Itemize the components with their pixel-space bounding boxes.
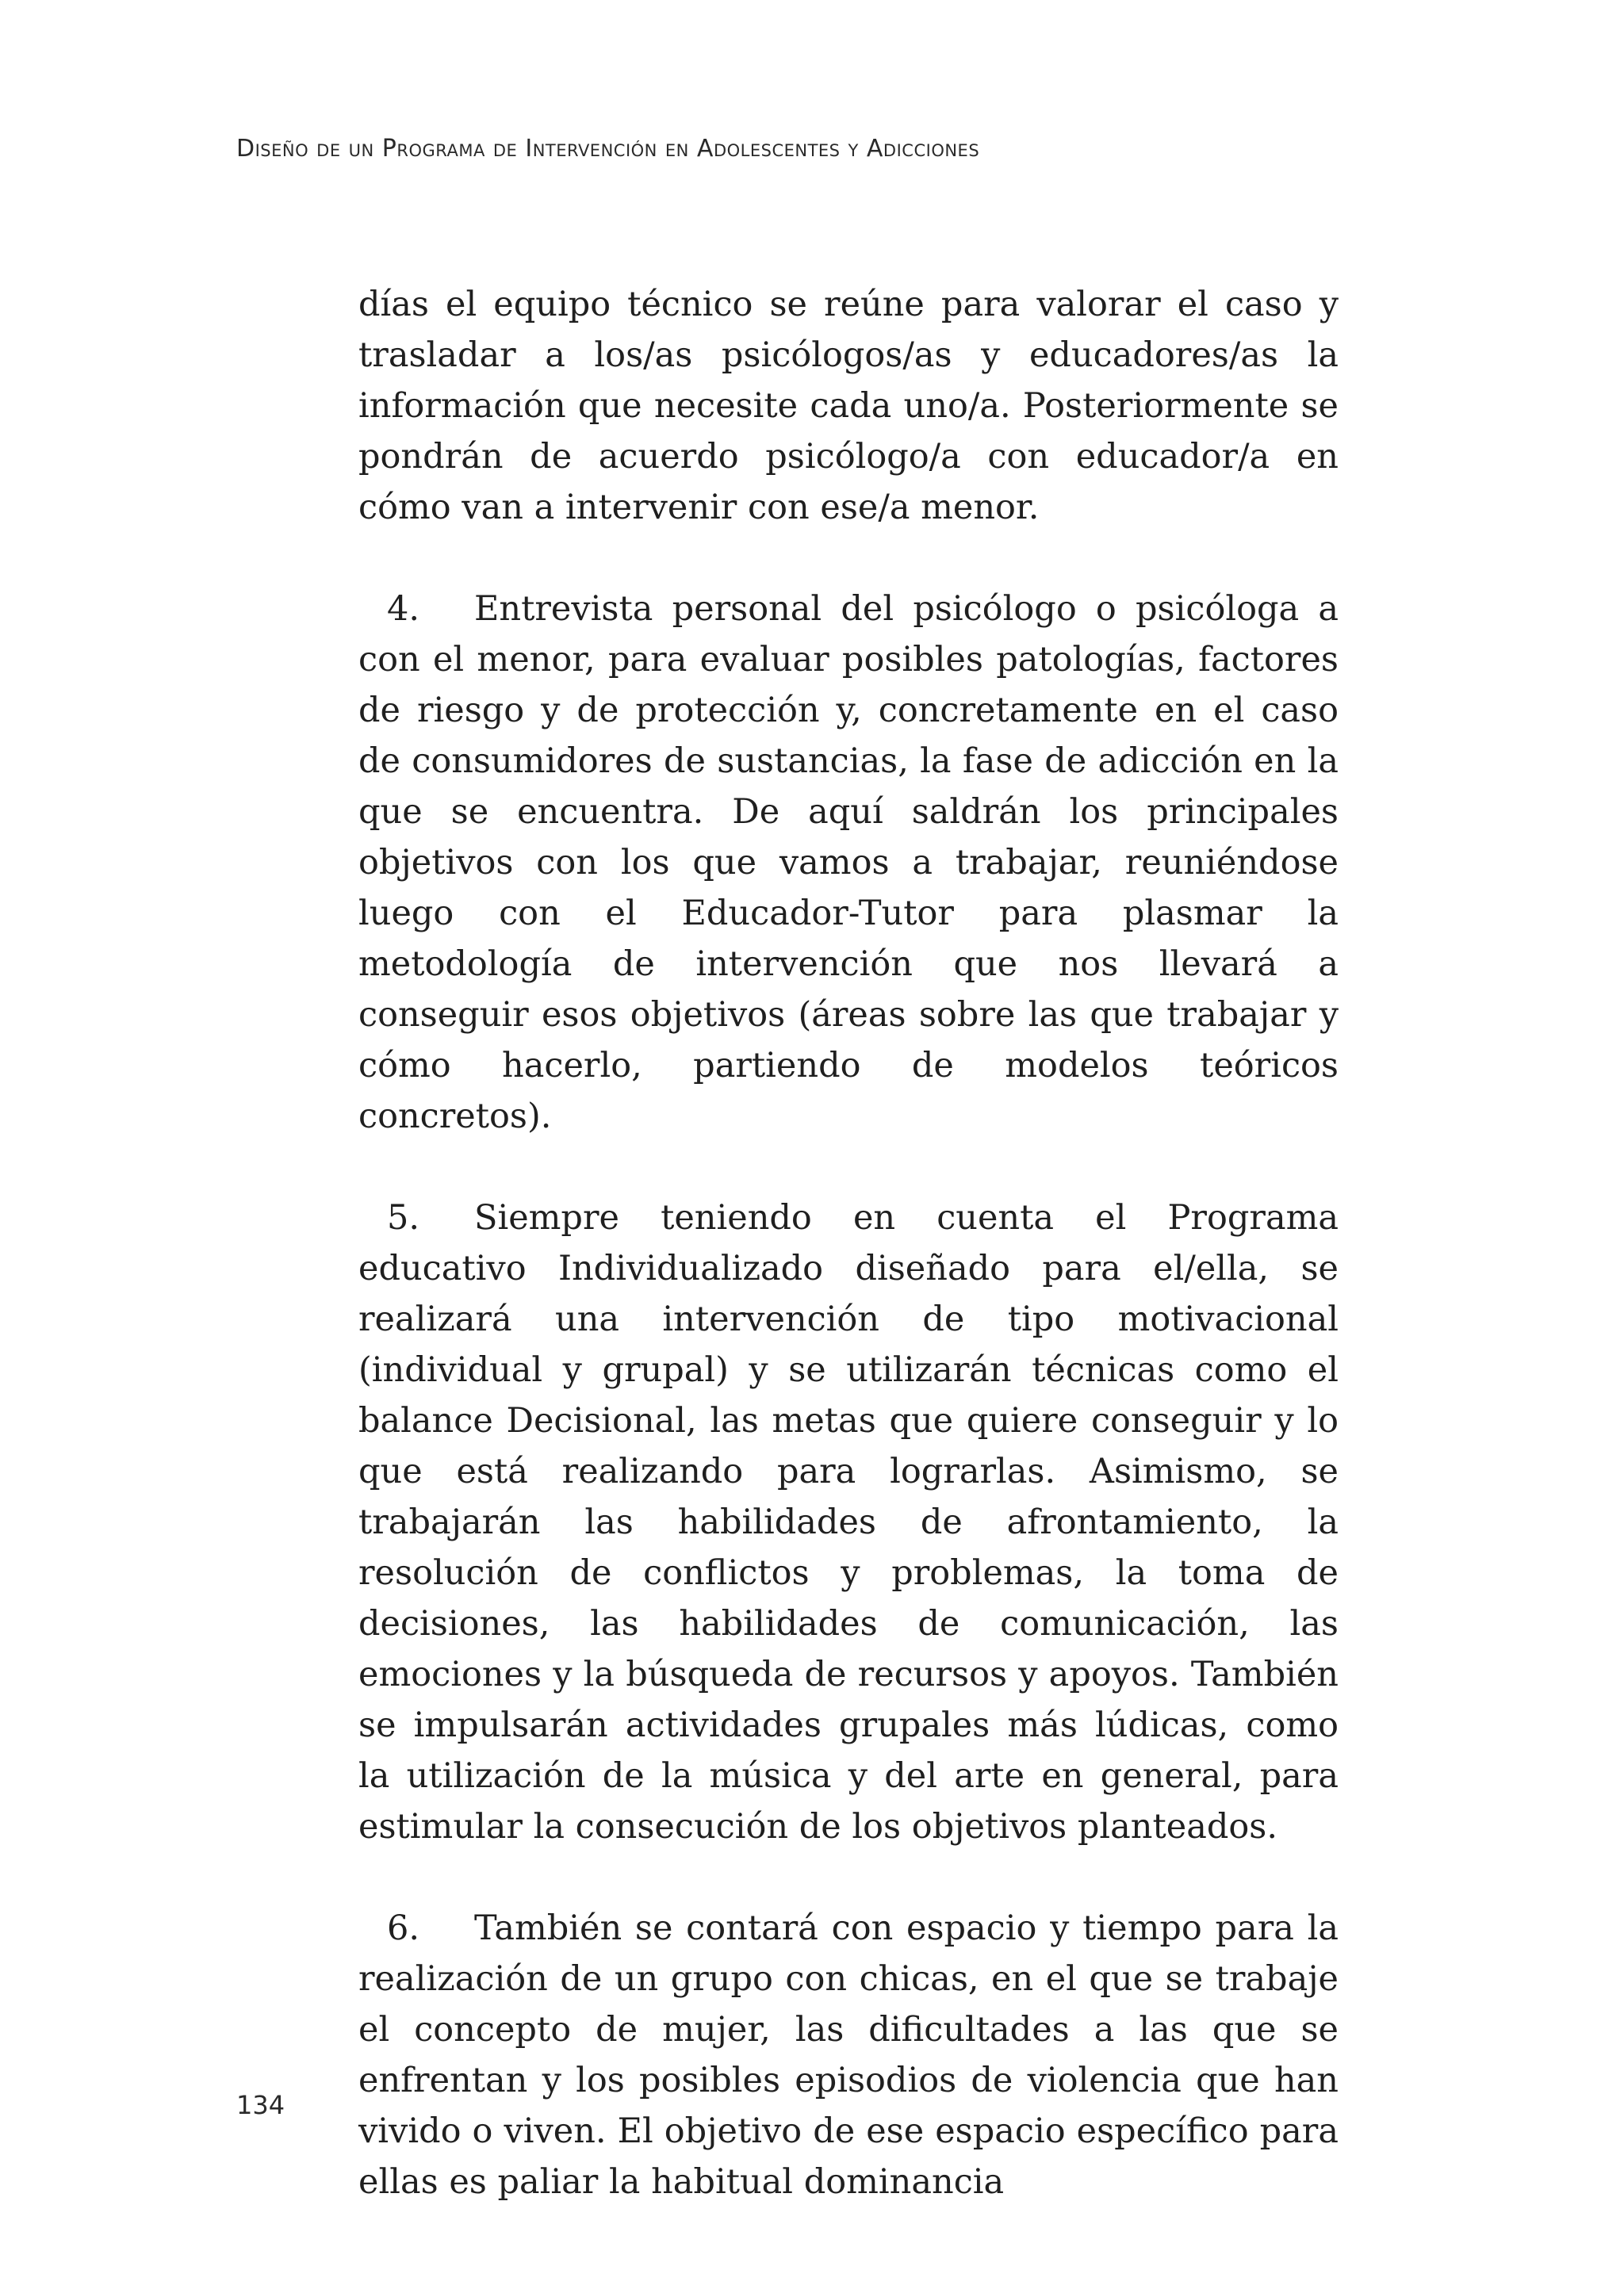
list-item <box>358 584 1339 1142</box>
list-item-number: 4. <box>387 589 420 629</box>
continuation-paragraph: días el equipo técnico se reúne para valorar el caso y trasladar a los/as psicólogos/as y educadores/as la información que necesite cada uno/a. Posteriormente se pondrán de acuerdo psicólogo/a con educador/a en cómo van a intervenir con ese/a menor. <box>358 285 1339 527</box>
page-number: 134 <box>236 2090 285 2120</box>
body-text <box>358 279 1339 2207</box>
list-item-text: Entrevista personal del psicólogo o psicóloga a con el menor, para evaluar posibles patologías, factores de riesgo y de protección y, concretamente en el caso de consumidores de sustancias, la fase de adicción en la que se encuentra. De aquí saldrán los principales objetivos con los que vamos a trabajar, reuniéndose luego con el Educador-Tutor para plasmar la metodología de intervención que nos llevará a conseguir esos objetivos (áreas sobre las que trabajar y cómo hacerlo, partiendo de modelos teóricos concretos). <box>358 589 1339 1136</box>
list-item <box>358 1192 1339 1852</box>
list-item <box>358 1903 1339 2207</box>
list-item-number: 5. <box>387 1198 420 1238</box>
list-item-text: Siempre teniendo en cuenta el Programa educativo Individualizado diseñado para el/ella, se realizará una intervención de tipo motivacional (individual y grupal) y se utilizarán técnicas como el balance Decisional, las metas que quiere conseguir y lo que está realizando para lograrlas. Asimismo, se trabajarán las habilidades de afrontamiento, la resolución de conflictos y problemas, la toma de decisiones, las habilidades de comunicación, las emociones y la búsqueda de recursos y apoyos. También se impulsarán actividades grupales más lúdicas, como la utilización de la música y del arte en general, para estimular la consecución de los objetivos planteados. <box>358 1198 1339 1847</box>
list-item-text: También se contará con espacio y tiempo para la realización de un grupo con chicas, en el que se trabaje el concepto de mujer, las dificultades a las que se enfrentan y los posibles episodios de violencia que han vivido o viven. El objetivo de ese espacio específico para ellas es paliar la habitual dominancia <box>358 1908 1339 2202</box>
running-header: Diseño de un Programa de Intervención en Adolescentes y Adicciones <box>236 135 980 163</box>
list-item-number: 6. <box>387 1908 420 1948</box>
